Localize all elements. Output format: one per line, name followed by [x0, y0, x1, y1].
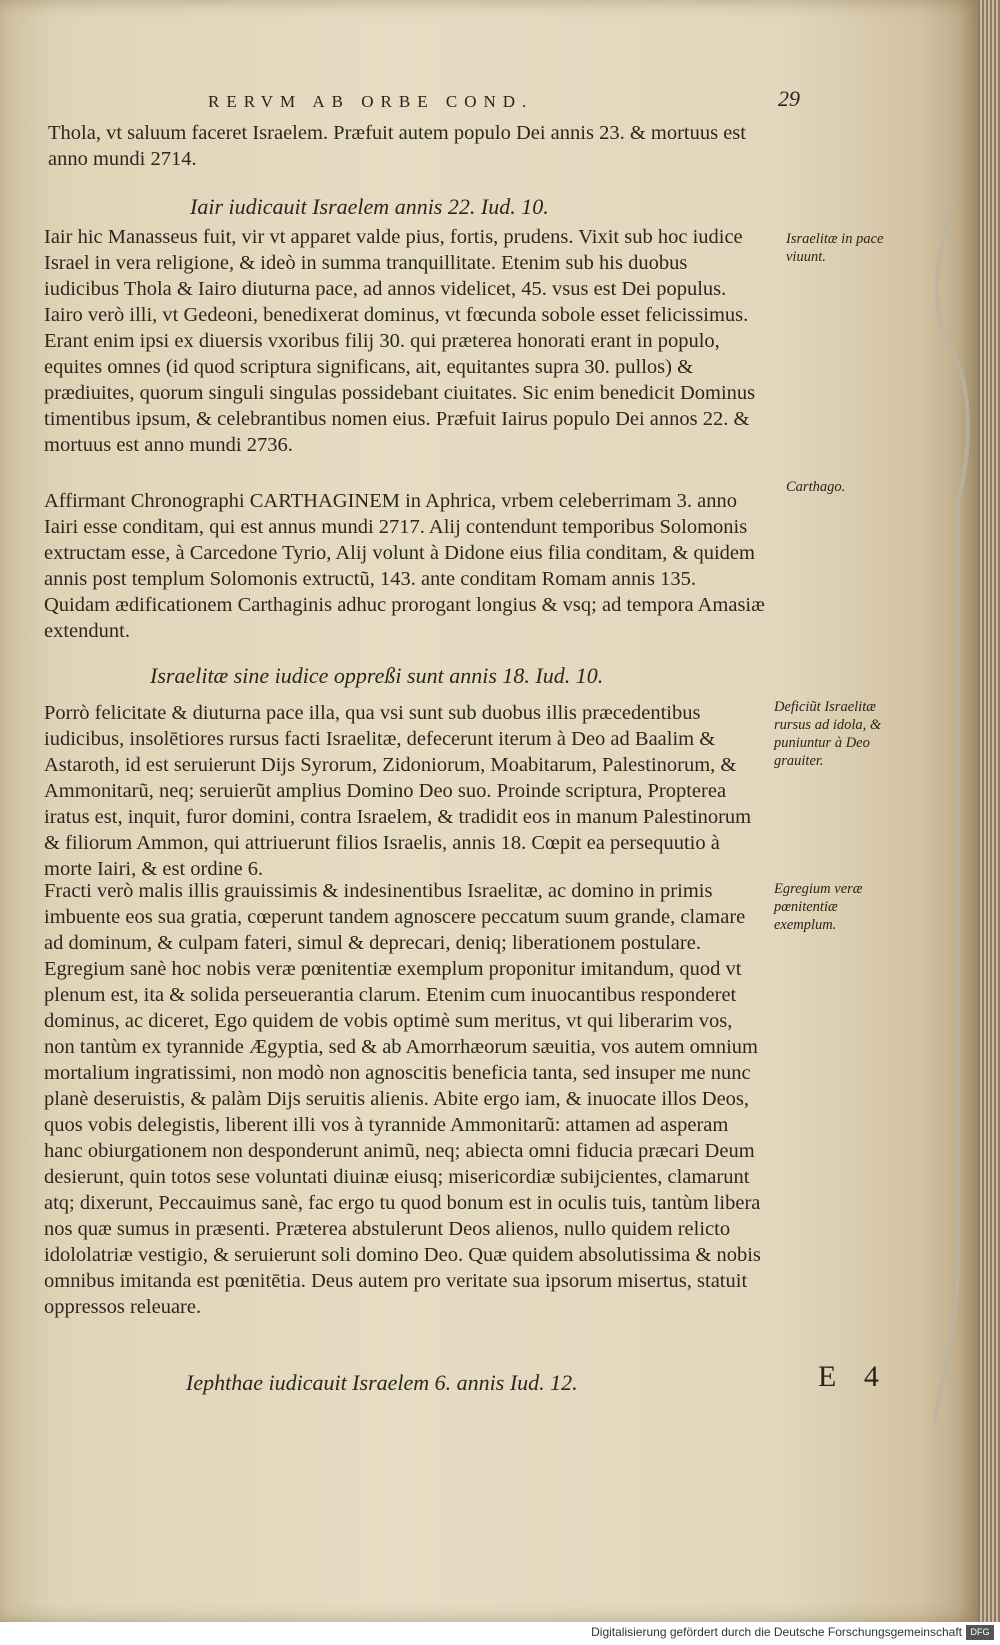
- page-number: 29: [778, 86, 800, 111]
- heading-israelitae: Israelitæ sine iudice oppreßi sunt annis 18. Iud. 10.: [150, 663, 604, 688]
- margin-note-4: Egregium veræ pœnitentiæ exemplum.: [774, 881, 863, 933]
- footer-bar: [0, 1622, 1000, 1645]
- dfg-logo: DFG: [966, 1625, 994, 1640]
- margin-note-1: Israelitæ in pace viuunt.: [786, 231, 884, 265]
- paragraph-1: Thola, vt saluum faceret Israelem. Præfuit autem populo Dei annis 23. & mortuus est anno mundi 2714.: [48, 122, 746, 170]
- heading-iephthae: Iephthae iudicauit Israelem 6. annis Iud. 12.: [186, 1370, 578, 1395]
- paragraph-5: Fracti verò malis illis grauissimis & indesinentibus Israelitæ, ac domino in primis imbuente eos sua gratia, cœperunt tandem agnoscere peccatum suum grande, clamare ad dominum, & culpam fateri, simul & deprecari, deniq; liberationem postulare. Egregium sanè hoc nobis veræ pœnitentiæ exemplum proponitur imitandum, quod vt plenum est, ita & solida perseuerantia clarum. Etenim cum inuocantibus responderet dominus, ac diceret, Ego quidem de vobis optimè sum meritus, vt qui liberarim vos, non tantùm ex tyrannide Ægyptia, sed & ab Amorrhæorum sæuitia, vos autem omnium mortalium ingratissimi, non modò non agnoscitis beneficia tanta, sed insuper me nunc planè deseruistis, & palàm Dijs seruitis alienis. Abite ergo iam, & inuocate illos Deos, quos vobis delegistis, liberent illi vos à tyrannide Ammonitarũ: attamen ad asperam hanc obiurgationem non desponderunt animũ, neq; abiecta omni fiducia præcari Deum desierunt, quin totos sese voluntati diuinæ eiusq; misericordiæ subijcientes, clamarunt atq; dixerunt, Peccauimus sanè, fac ergo tu quod bonum est in oculis tuis, tantùm libera nos quæ sumus in præsenti. Præterea abstulerunt Deos alienos, nullo quidem relicto idololatriæ vestigio, & seruierunt soli domino Deo. Quæ quidem absolutissima & nobis omnibus imitanda est pœnitētia. Deus autem pro veritate sua ipsorum misertus, statuit oppressos releuare.: [44, 880, 761, 1318]
- margin-note-3: Deficiũt Israelitæ rursus ad idola, & puniuntur à Deo grauiter.: [774, 699, 882, 769]
- bookmark-ribbon: [924, 200, 974, 1430]
- page-edges: [978, 0, 1000, 1622]
- running-title: RERVM AB ORBE COND.: [208, 92, 534, 111]
- heading-iair: Iair iudicauit Israelem annis 22. Iud. 10.: [190, 194, 549, 219]
- margin-note-2: Carthago.: [786, 479, 846, 495]
- signature-mark: E 4: [818, 1360, 889, 1393]
- paragraph-4: Porrò felicitate & diuturna pace illa, qua vsi sunt sub duobus illis præcedentibus iudicibus, insolētiores rursus facti Israelitæ, defecerunt iterum à Deo ad Baalim & Astaroth, id est seruierunt Dijs Syrorum, Zidoniorum, Moabitarum, Palestinorum, & Ammonitarũ, neq; seruierũt amplius Domino Deo suo. Proinde scriptura, Propterea iratus est, inquit, furor domini, contra Israelem, & tradidit eos in manum Palestinorum & filiorum Ammon, qui attriuerunt filios Israelis, annis 18. Cœpit ea persequutio à morte Iairi, & est ordine 6.: [44, 702, 752, 880]
- paragraph-3: Affirmant Chronographi CARTHAGINEM in Aphrica, vrbem celeberrimam 3. anno Iairi esse conditam, qui est annus mundi 2717. Alij contendunt temporibus Solomonis extructam esse, à Carcedone Tyrio, Alij volunt à Didone eius filia conditam, & quidem annis post templum Solomonis extructũ, 143. ante conditam Romam annis 135. Quidam ædificationem Carthaginis adhuc prorogant longius & vsq; ad tempora Amasiæ extendunt.: [44, 490, 765, 642]
- footer-credit: Digitalisierung gefördert durch die Deutsche Forschungsgemeinschaft: [591, 1625, 962, 1639]
- paragraph-2: Iair hic Manasseus fuit, vir vt apparet valde pius, fortis, prudens. Vixit sub hoc iudice Israel in vera religione, & ideò in summa tranquillitate. Etenim sub his duobus iudicibus Thola & Iairo diuturna pace, ad annos videlicet, 45. vsus est Dei populus. Iairo verò illi, vt Gedeoni, benedixerat dominus, vt fœcunda sobole esset felicissimus. Erant enim ipsi ex diuersis vxoribus filij 30. qui præterea honorati erant in populo, equites omnes (id quod scriptura significans, ait, equitantes supra 30. pullos) & prædiuites, quorum singuli singulas possidebant ciuitates. Sic enim benedicit Dominus timentibus ipsum, & celebrantibus nomen eius. Præfuit Iairus populo Dei annos 22. & mortuus est anno mundi 2736.: [44, 226, 756, 456]
